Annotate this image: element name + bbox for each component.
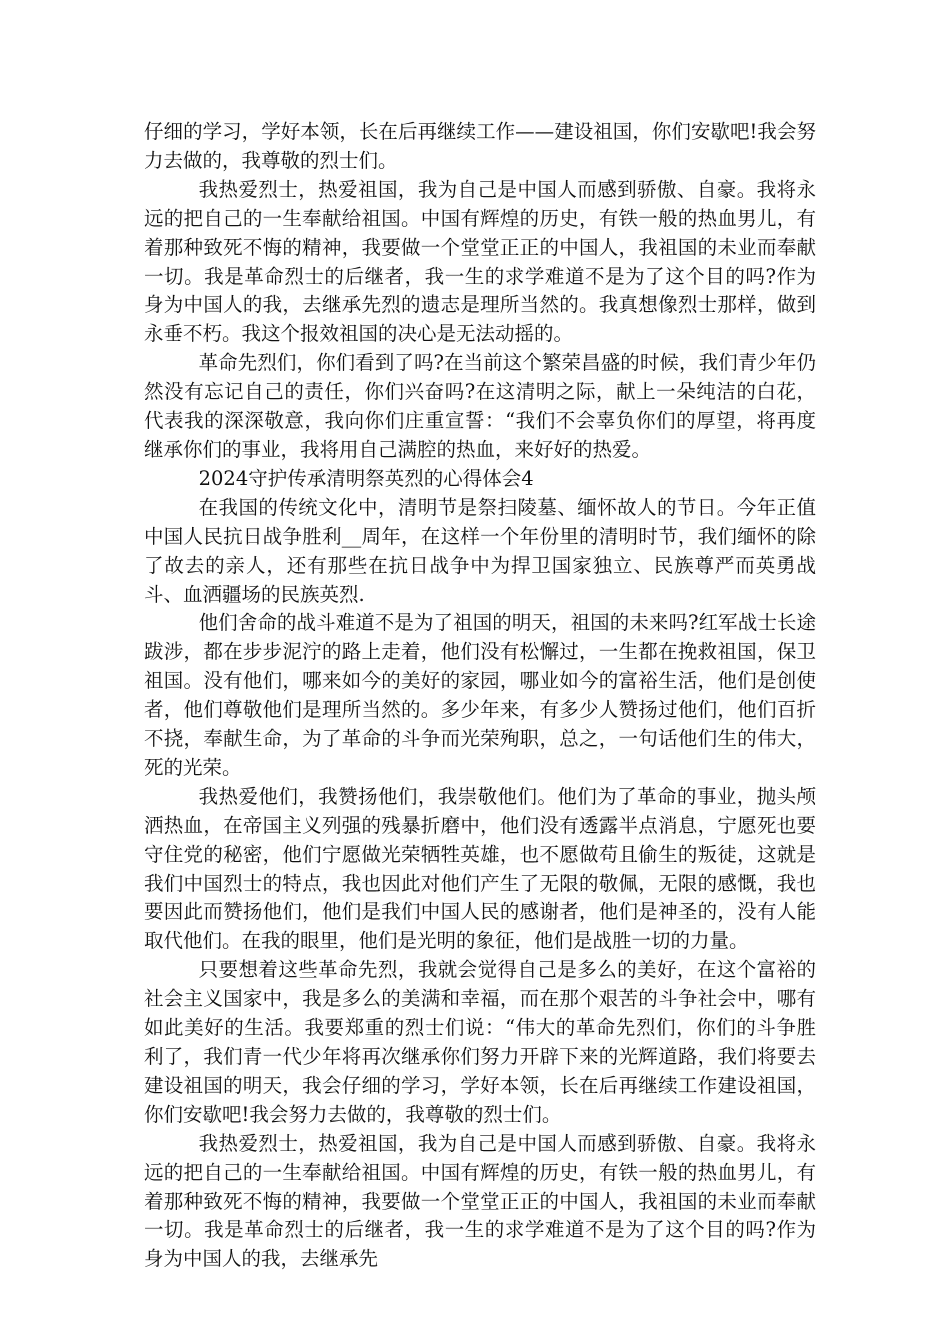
paragraph: 我热爱烈士，热爱祖国，我为自己是中国人而感到骄傲、自豪。我将永远的把自己的一生奉献给祖国。中国有辉煌的历史，有铁一般的热血男儿，有着那种致死不悔的精神，我要做一个堂堂正正的中国人，我祖国的未业而奉献一切。我是革命烈士的后继者，我一生的求学难道不是为了这个目的吗?作为身为中国人的我，去继承先烈的遗志是理所当然的。我真想像烈士那样，做到永垂不朽。我这个报效祖国的决心是无法动摇的。	[144, 177, 816, 346]
paragraph: 在我国的传统文化中，清明节是祭扫陵墓、缅怀故人的节日。今年正值中国人民抗日战争胜利__周年，在这样一个年份里的清明时节，我们缅怀的除了故去的亲人，还有那些在抗日战争中为捍卫国家独立、民族尊严而英勇战斗、血洒疆场的民族英烈.	[144, 495, 816, 606]
paragraph: 革命先烈们，你们看到了吗?在当前这个繁荣昌盛的时候，我们青少年仍然没有忘记自己的责任，你们兴奋吗?在这清明之际，献上一朵纯洁的白花，代表我的深深敬意，我向你们庄重宣誓：“我们不会辜负你们的厚望，将再度继承你们的事业，我将用自己满腔的热血，来好好的热爱。	[144, 351, 816, 461]
section-heading: 2024守护传承清明祭英烈的心得体会4	[198, 466, 534, 490]
paragraph: 只要想着这些革命先烈，我就会觉得自己是多么的美好，在这个富裕的社会主义国家中，我是多么的美满和幸福，而在那个艰苦的斗争社会中，哪有如此美好的生活。我要郑重的烈士们说：“伟大的革命先烈们，你们的斗争胜利了，我们青一代少年将再次继承你们努力开辟下来的光辉道路，我们将要去建设祖国的明天，我会仔细的学习，学好本领，长在后再继续工作建设祖国，你们安歇吧!我会努力去做的，我尊敬的烈士们。	[144, 958, 816, 1126]
paragraph: 我热爱烈士，热爱祖国，我为自己是中国人而感到骄傲、自豪。我将永远的把自己的一生奉献给祖国。中国有辉煌的历史，有铁一般的热血男儿，有着那种致死不悔的精神，我要做一个堂堂正正的中国人，我祖国的未业而奉献一切。我是革命烈士的后继者，我一生的求学难道不是为了这个目的吗?作为身为中国人的我，去继承先	[144, 1131, 816, 1271]
document-page	[144, 118, 816, 1274]
paragraph: 他们舍命的战斗难道不是为了祖国的明天，祖国的未来吗?红军战士长途跋涉，都在步步泥泞的路上走着，他们没有松懈过，一生都在挽救祖国，保卫祖国。没有他们，哪来如今的美好的家园，哪业如今的富裕生活，他们是创使者，他们尊敬他们是理所当然的。多少年来，有多少人赞扬过他们，他们百折不挠，奉献生命，为了革命的斗争而光荣殉职，总之，一句话他们生的伟大，死的光荣。	[144, 611, 816, 779]
paragraph: 仔细的学习，学好本领，长在后再继续工作——建设祖国，你们安歇吧!我会努力去做的，我尊敬的烈士们。	[144, 120, 816, 172]
paragraph: 我热爱他们，我赞扬他们，我崇敬他们。他们为了革命的事业，抛头颅洒热血，在帝国主义列强的残暴折磨中，他们没有透露半点消息，宁愿死也要守住党的秘密，他们宁愿做光荣牺牲英雄，也不愿做苟且偷生的叛徒，这就是我们中国烈士的特点，我也因此对他们产生了无限的敬佩，无限的感慨，我也要因此而赞扬他们，他们是我们中国人民的感谢者，他们是神圣的，没有人能取代他们。在我的眼里，他们是光明的象征，他们是战胜一切的力量。	[144, 784, 816, 953]
